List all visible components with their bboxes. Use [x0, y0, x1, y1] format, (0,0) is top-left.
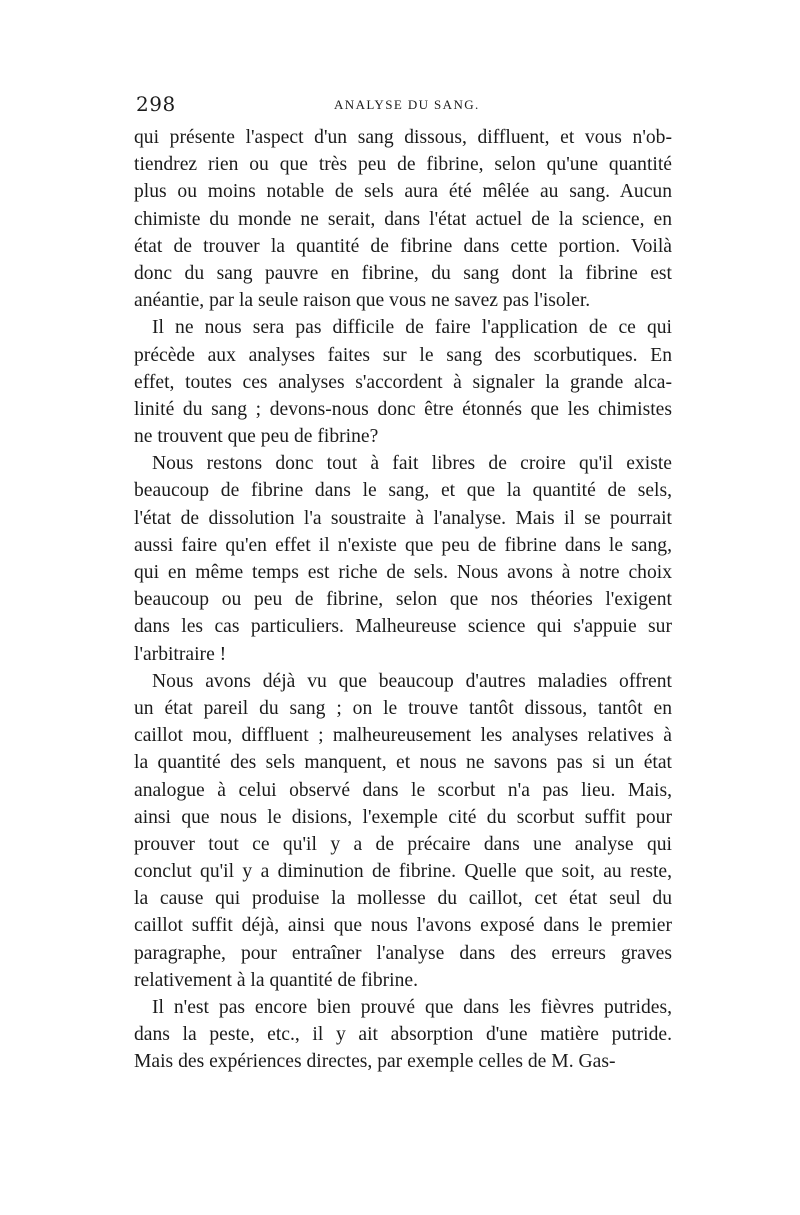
text-line: donc du sang pauvre en fibrine, du sang dont la fibrine est: [134, 262, 672, 284]
paragraph: [134, 314, 672, 450]
text-line: anéantie, par la seule raison que vous ne savez pas l'isoler.: [134, 290, 591, 312]
text-line: l'arbitraire !: [134, 643, 227, 665]
text-line: caillot mou, diffluent ; malheureusement les analyses relatives à: [134, 725, 672, 747]
text-line: précède aux analyses faites sur le sang des scorbutiques. En: [134, 344, 672, 366]
text-line: Il n'est pas encore bien prouvé que dans les fièvres putrides,: [152, 997, 672, 1018]
running-header: [136, 92, 670, 120]
text-line: paragraphe, pour entraîner l'analyse dans des erreurs graves: [134, 942, 672, 964]
text-line: qui en même temps est riche de sels. Nous avons à notre choix: [134, 562, 672, 583]
text-line: la quantité des sels manquent, et nous ne savons pas si un état: [134, 752, 672, 774]
text-line: chimiste du monde ne serait, dans l'état actuel de la science, en: [134, 208, 672, 230]
text-line: Nous restons donc tout à fait libres de croire qu'il existe: [152, 453, 672, 475]
text-line: ainsi que nous le disions, l'exemple cité du scorbut suffit pour: [134, 806, 672, 828]
text-line: conclut qu'il y a diminution de fibrine. Quelle que soit, au reste,: [134, 861, 672, 883]
text-line: un état pareil du sang ; on le trouve tantôt dissous, tantôt en: [134, 697, 672, 719]
text-line: dans la peste, etc., il y ait absorption d'une matière putride.: [134, 1024, 672, 1046]
text-line: beaucoup ou peu de fibrine, selon que nos théories l'exigent: [134, 589, 672, 611]
body-text: [134, 124, 672, 1076]
text-line: ne trouvent que peu de fibrine?: [134, 426, 379, 448]
paragraph: [134, 668, 672, 994]
text-line: dans les cas particuliers. Malheureuse science qui s'appuie sur: [134, 616, 672, 638]
text-line: état de trouver la quantité de fibrine dans cette portion. Voilà: [134, 235, 672, 257]
paragraph: [134, 124, 672, 314]
text-line: linité du sang ; devons-nous donc être étonnés que les chimistes: [134, 398, 672, 420]
text-line: Nous avons déjà vu que beaucoup d'autres maladies offrent: [152, 670, 672, 692]
paragraph: [134, 994, 672, 1076]
text-line: analogue à celui observé dans le scorbut n'a pas lieu. Mais,: [134, 779, 672, 801]
text-line: beaucoup de fibrine dans le sang, et que la quantité de sels,: [134, 480, 672, 502]
text-line: aussi faire qu'en effet il n'existe que peu de fibrine dans le sang,: [134, 534, 672, 556]
page-number: 298: [136, 92, 176, 116]
text-line: qui présente l'aspect d'un sang dissous, diffluent, et vous n'ob-: [134, 127, 672, 148]
text-line: l'état de dissolution l'a soustraite à l'analyse. Mais il se pourrait: [134, 507, 672, 529]
text-line: tiendrez rien ou que très peu de fibrine, selon qu'une quantité: [134, 154, 672, 176]
text-line: relativement à la quantité de fibrine.: [134, 969, 418, 991]
text-line: effet, toutes ces analyses s'accordent à signaler la grande alca-: [134, 371, 672, 393]
text-line: Mais des expériences directes, par exemple celles de M. Gas-: [134, 1051, 616, 1073]
running-title: ANALYSE DU SANG.: [334, 97, 480, 112]
text-line: caillot suffit déjà, ainsi que nous l'avons exposé dans le premier: [134, 915, 672, 937]
text-line: Il ne nous sera pas difficile de faire l'application de ce qui: [152, 317, 672, 339]
text-line: la cause qui produise la mollesse du caillot, cet état seul du: [134, 888, 672, 910]
text-line: prouver tout ce qu'il y a de précaire dans une analyse qui: [134, 833, 672, 855]
text-line: plus ou moins notable de sels aura été mêlée au sang. Aucun: [134, 181, 672, 203]
paragraph: [134, 450, 672, 668]
